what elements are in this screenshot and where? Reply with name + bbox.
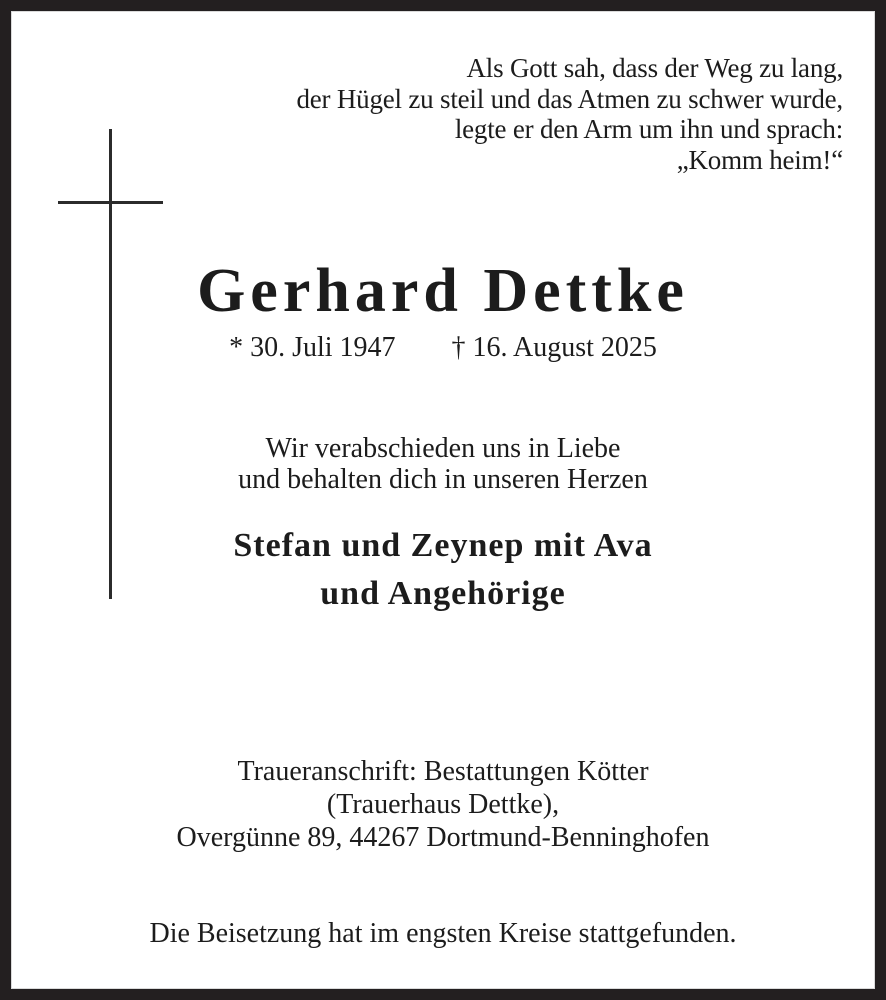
epigraph-line: der Hügel zu steil und das Atmen zu schwer wurde, [296, 83, 843, 114]
cross-horizontal-bar [58, 201, 163, 204]
mourner-line: Stefan und Zeynep mit Ava [233, 527, 653, 564]
farewell-line: und behalten dich in unseren Herzen [238, 464, 648, 495]
birth-date: * 30. Juli 1947 [229, 332, 396, 363]
mourner-line: und Angehörige [320, 575, 566, 612]
address-line: Overgünne 89, 44267 Dortmund-Benninghofen [176, 822, 710, 853]
mourners-names [0, 522, 886, 618]
address-line: Traueranschrift: Bestattungen Kötter [237, 756, 649, 787]
mourning-address [0, 755, 886, 854]
farewell-line: Wir verabschieden uns in Liebe [265, 433, 621, 464]
epigraph-line: „Komm heim!“ [676, 144, 843, 175]
epigraph-line: legte er den Arm um ihn und sprach: [454, 114, 843, 144]
life-dates [0, 332, 886, 363]
farewell-message [0, 433, 886, 495]
epigraph-verse [200, 53, 843, 175]
address-line: (Trauerhaus Dettke), [326, 789, 560, 820]
death-date: † 16. August 2025 [451, 332, 657, 363]
deceased-name: Gerhard Dettke [197, 257, 689, 325]
burial-notice: Die Beisetzung hat im engsten Kreise stattgefunden. [149, 918, 737, 949]
epigraph-line: Als Gott sah, dass der Weg zu lang, [466, 53, 843, 83]
